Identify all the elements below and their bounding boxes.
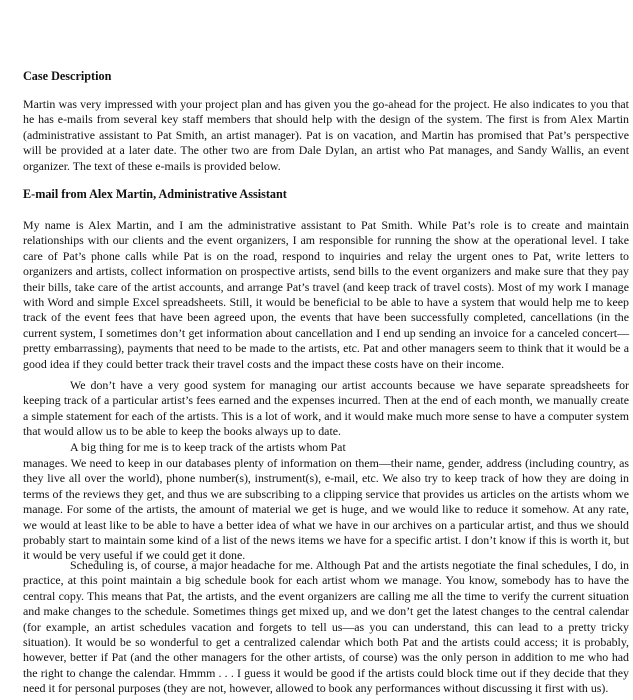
email-paragraph-2: We don’t have a very good system for managing our artist accounts because we have separate spreadsheets for keeping track of a particular artist’s fees earned and the expenses incurred. Then at the end of each month, we manually create a simple statement for each of the artists. This is a lot of work, and it would make much more sense to have a computer system that would allow us to be able to keep the books always up to date. xyxy=(23,378,629,439)
email-paragraph-1: My name is Alex Martin, and I am the administrative assistant to Pat Smith. While Pat’s role is to create and maintain relationships with our clients and the event organizers, I am responsible for running the show at the operational level. I take care of Pat’s phone calls while Pat is on the road, respond to inquiries and relay the urgent ones to Pat, write letters to organizers and artists, collect information on prospective artists, send bills to the event organizers and make sure that they pay their bills, take care of the artist accounts, and arrange Pat’s travel (and keep track of travel costs). Most of my work I manage with Word and simple Excel spreadsheets. Still, it would be beneficial to be able to have a system that would help me to keep track of the event fees that have been agreed upon, the events that have been successfully completed, cancellations (in the current system, I sometimes don’t get information about cancellation and I end up sending an invoice for a canceled concert—pretty embarrassing), payments that need to be made to the artists, etc. Pat and other managers seem to think that it would be a good idea if they could better track their travel costs and the impact these costs have on their income. xyxy=(23,218,629,371)
email-paragraph-3-continued: manages. We need to keep in our databases plenty of information on them—their name, gender, address (including country, as they live all over the world), phone number(s), instrument(s), e-mail, etc. We also try to keep track of how they are doing in terms of the reviews they get, and thus we are subscribing to a clipping service that provides us articles on the artists whom we manage. For some of the artists, the amount of material we get is huge, and we would like to reduce it somehow. At any rate, we would at least like to be able to have a better idea of what we have in our archives on a particular artist, and thus we should probably start to maintain some kind of a list of the news items we have for a specific artist. I don’t know if this is worth it, but it would be very useful if we could get it done. xyxy=(23,456,629,563)
email-heading: E-mail from Alex Martin, Administrative Assistant xyxy=(23,187,287,201)
case-description-heading: Case Description xyxy=(23,69,112,83)
email-paragraph-3-short-line: A big thing for me is to keep track of the artists whom Pat xyxy=(70,440,346,454)
email-paragraph-4: Scheduling is, of course, a major headache for me. Although Pat and the artists negotiate the final schedules, I do, in practice, at this point maintain a big schedule book for each artist whom we manage. You know, somebody has to have the central copy. This means that Pat, the artists, and the event organizers are calling me all the time to verify the current situation and make changes to the schedule. Sometimes things get mixed up, and we don’t get the latest changes to the central calendar (for example, an artist schedules vacation and forgets to tell us—as you can understand, this can lead to a pretty tricky situation). It would be so wonderful to get a centralized calendar which both Pat and the artists could access; it is probably, however, better if Pat (and the other managers for the other artists, of course) was the only person in addition to me who had the right to change the calendar. Hmmm . . . I guess it would be good if the artists could block time out if they decide that they need it for personal purposes (they are not, however, allowed to book any performances without discussing it first with us). xyxy=(23,558,629,696)
case-description-paragraph: Martin was very impressed with your project plan and has given you the go-ahead for the project. He also indicates to you that he has e-mails from several key staff members that should help with the design of the system. The first is from Alex Martin (administrative assistant to Pat Smith, an artist manager). Pat is on vacation, and Martin has promised that Pat’s perspective will be provided at a later date. The other two are from Dale Dylan, an artist who Pat manages, and Sandy Wallis, an event organizer. The text of these e-mails is provided below. xyxy=(23,97,629,173)
